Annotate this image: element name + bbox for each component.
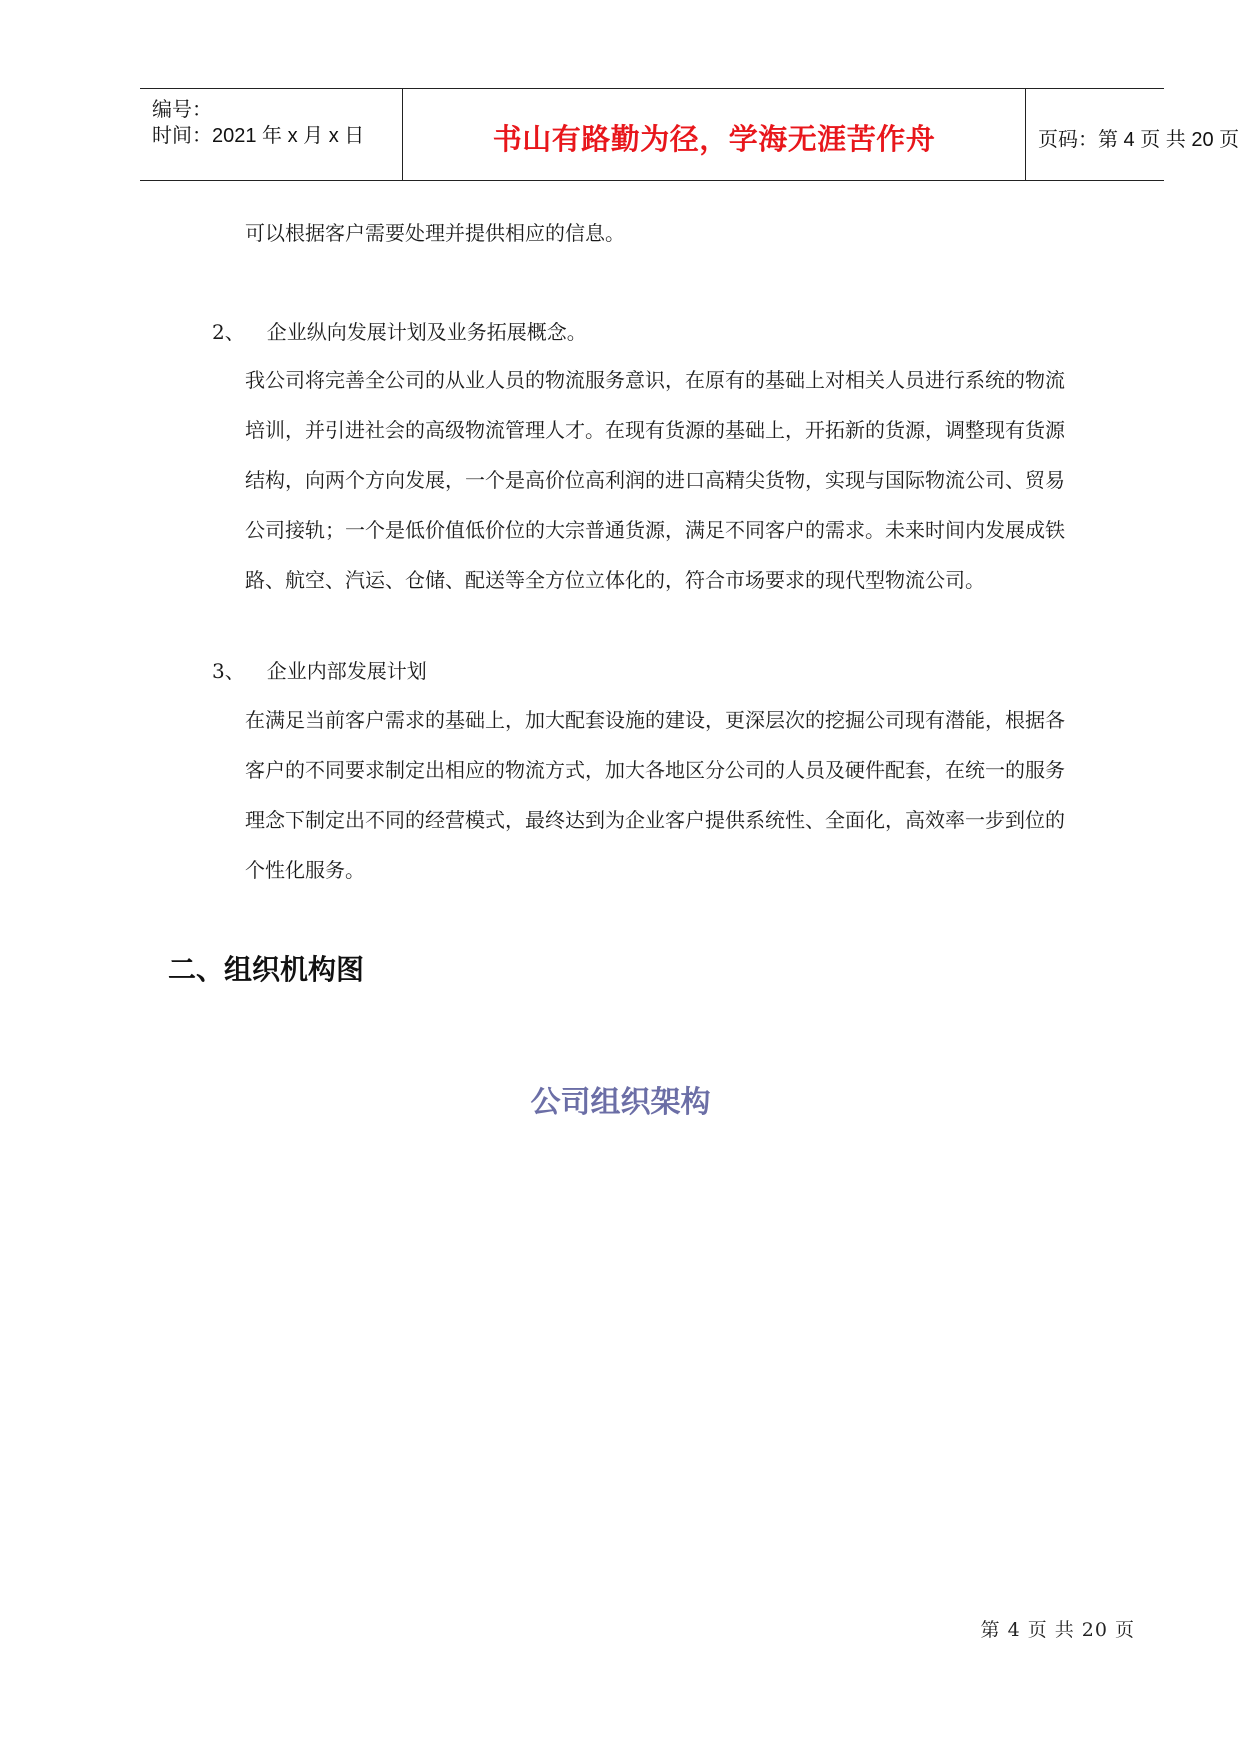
page-footer: 第 4 页 共 20 页 (980, 1619, 1135, 1641)
org-chart-title: 公司组织架构 (530, 1085, 711, 1120)
document-code-label: 编号： (152, 99, 212, 121)
header-motto-cell (402, 89, 1026, 180)
section-title: 二、组织机构图 (168, 953, 365, 986)
item-2-line: 我公司将完善全公司的从业人员的物流服务意识，在原有的基础上对相关人员进行系统的物流 (245, 368, 1065, 392)
item-2-line: 路、航空、汽运、仓储、配送等全方位立体化的，符合市场要求的现代型物流公司。 (245, 568, 985, 592)
item-2-number: 2、 (212, 320, 245, 344)
header-page-cell (1026, 89, 1240, 180)
header-meta-cell (140, 89, 402, 180)
item-3-line: 理念下制定出不同的经营模式，最终达到为企业客户提供系统性、全面化，高效率一步到位的 (245, 808, 1065, 832)
item-3-title: 企业内部发展计划 (266, 659, 427, 683)
item-2-line: 公司接轨；一个是低价值低价位的大宗普通货源，满足不同客户的需求。未来时间内发展成铁 (245, 518, 1065, 542)
document-time-label: 时间：2021 年 x 月 x 日 (152, 125, 365, 147)
header-motto: 书山有路勤为径，学海无涯苦作舟 (492, 122, 936, 156)
item-3-line: 在满足当前客户需求的基础上，加大配套设施的建设，更深层次的挖掘公司现有潜能，根据各 (245, 708, 1065, 732)
item-3-line: 客户的不同要求制定出相应的物流方式，加大各地区分公司的人员及硬件配套，在统一的服务 (245, 758, 1065, 782)
item-3-heading (212, 646, 427, 696)
item-2-line: 培训，并引进社会的高级物流管理人才。在现有货源的基础上，开拓新的货源，调整现有货源 (245, 418, 1065, 442)
document-header (140, 88, 1240, 181)
intro-paragraph: 可以根据客户需要处理并提供相应的信息。 (245, 221, 625, 245)
header-page-info: 页码：第 4 页 共 20 页 (1038, 129, 1240, 151)
item-2-title: 企业纵向发展计划及业务拓展概念。 (266, 320, 587, 344)
item-2-heading (212, 307, 587, 357)
item-3-line: 个性化服务。 (245, 858, 365, 882)
item-3-number: 3、 (212, 659, 245, 683)
item-2-line: 结构，向两个方向发展，一个是高价位高利润的进口高精尖货物，实现与国际物流公司、贸易 (245, 468, 1065, 492)
